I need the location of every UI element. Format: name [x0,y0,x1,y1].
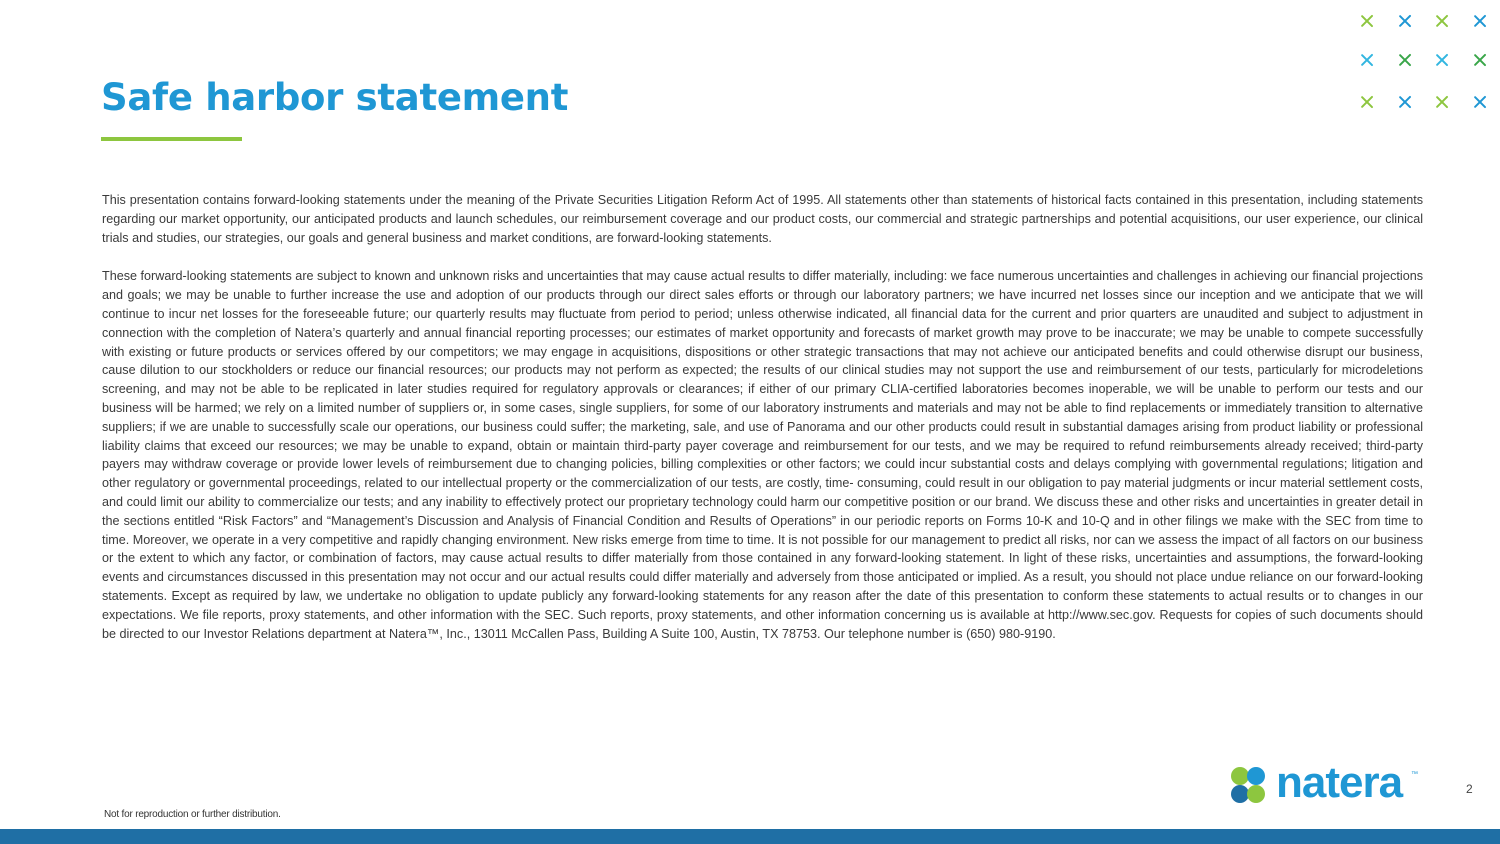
logo-petal [1247,785,1265,803]
logo-petal [1231,785,1249,803]
x-mark-icon [1360,95,1374,109]
x-mark-icon [1435,14,1449,28]
x-mark-icon [1398,53,1412,67]
safe-harbor-body [102,191,1423,663]
logo-wordmark: natera [1276,758,1403,807]
logo-petal [1231,767,1249,785]
natera-logo [1228,758,1423,810]
title-underline [101,137,242,141]
x-mark-icon [1435,95,1449,109]
x-mark-icon [1473,95,1487,109]
logo-trademark: ™ [1411,771,1418,778]
x-mark-icon [1398,95,1412,109]
x-mark-icon [1360,14,1374,28]
x-mark-icon [1398,14,1412,28]
natera-logo-mark-icon [1228,766,1268,808]
paragraph-risks: These forward-looking statements are subject to known and unknown risks and uncertainties that may cause actual results to differ materially, including: we face numerous uncertainties and challenges in achieving our financial projections and goals; we may be unable to further increase the use and adoption of our products through our direct sales efforts or through our laboratory partners; we have incurred net losses since our inception and we anticipate that we will continue to incur net losses for the foreseeable future; our quarterly results may fluctuate from period to period; unless otherwise indicated, all financial data for the current and prior quarters are unaudited and subject to adjustment in connection with the completion of Natera’s quarterly and annual financial reporting processes; our estimates of market opportunity and forecasts of market growth may prove to be inaccurate; we may be unable to compete successfully with existing or future products or services offered by our competitors; we may engage in acquisitions, dispositions or other strategic transactions that may not achieve our anticipated benefits and could otherwise disrupt our business, cause dilution to our stockholders or reduce our financial resources; our products may not perform as expected; the results of our clinical studies may not support the use and reimbursement of our tests, particularly for microdeletions screening, and may not be able to be replicated in later studies required for regulatory approvals or clearances; if either of our primary CLIA-certified laboratories becomes inoperable, we will be unable to perform our tests and our business will be harmed; we rely on a limited number of suppliers or, in some cases, single suppliers, for some of our laboratory instruments and materials and may not be able to find replacements or immediately transition to alternative suppliers; if we are unable to successfully scale our operations, our business could suffer; the marketing, sale, and use of Panorama and our other products could result in substantial damages arising from product liability or professional liability claims that exceed our resources; we may be unable to expand, obtain or maintain third-party payer coverage and reimbursement for our tests, and we may be required to refund reimbursements already received; third-party payers may withdraw coverage or provide lower levels of reimbursement due to changing policies, billing complexities or other factors; we could incur substantial costs and delays complying with governmental regulations; litigation and other regulatory or governmental proceedings, related to our intellectual property or the commercialization of our tests, are costly, time- consuming, could result in our obligation to pay material judgments or incur material settlement costs, and could limit our ability to commercialize our tests; and any inability to effectively protect our proprietary technology could harm our competitive position or our brand. We discuss these and other risks and uncertainties in greater detail in the sections entitled “Risk Factors” and “Management’s Discussion and Analysis of Financial Condition and Results of Operations” in our periodic reports on Forms 10-K and 10-Q and in other filings we make with the SEC from time to time. Moreover, we operate in a very competitive and rapidly changing environment. New risks emerge from time to time. It is not possible for our management to predict all risks, nor can we assess the impact of all factors on our business or the extent to which any factor, or combination of factors, may cause actual results to differ materially from those contained in any forward-looking statement. In light of these risks, uncertainties and assumptions, the forward-looking events and circumstances discussed in this presentation may not occur and our actual results could differ materially and adversely from those anticipated or implied. As a result, you should not place undue reliance on our forward-looking statements. Except as required by law, we undertake no obligation to update publicly any forward-looking statements for any reason after the date of this presentation to conform these statements to actual results or to changes in our expectations. We file reports, proxy statements, and other information with the SEC. Such reports, proxy statements, and other information concerning us is available at http://www.sec.gov. Requests for copies of such documents should be directed to our Investor Relations department at Natera™, Inc., 13011 McCallen Pass, Building A Suite 100, Austin, TX 78753. Our telephone number is (650) 980-9190. [102,269,1423,641]
footer-bar [0,829,1500,844]
page-title: Safe harbor statement [101,76,569,119]
page-number: 2 [1466,782,1473,796]
paragraph-intro: This presentation contains forward-looking statements under the meaning of the Private Securities Litigation Reform Act of 1995. All statements other than statements of historical facts contained in this presentation, including statements regarding our market opportunity, our anticipated products and launch schedules, our reimbursement coverage and our product costs, our commercial and strategic partnerships and potential acquisitions, our user experience, our clinical trials and studies, our strategies, our goals and general business and market conditions, are forward-looking statements. [102,193,1423,245]
footnote: Not for reproduction or further distribution. [104,809,281,820]
x-mark-icon [1473,53,1487,67]
logo-petal [1247,767,1265,785]
x-mark-icon [1360,53,1374,67]
x-pattern-decoration [1348,7,1498,127]
x-mark-icon [1435,53,1449,67]
x-mark-icon [1473,14,1487,28]
